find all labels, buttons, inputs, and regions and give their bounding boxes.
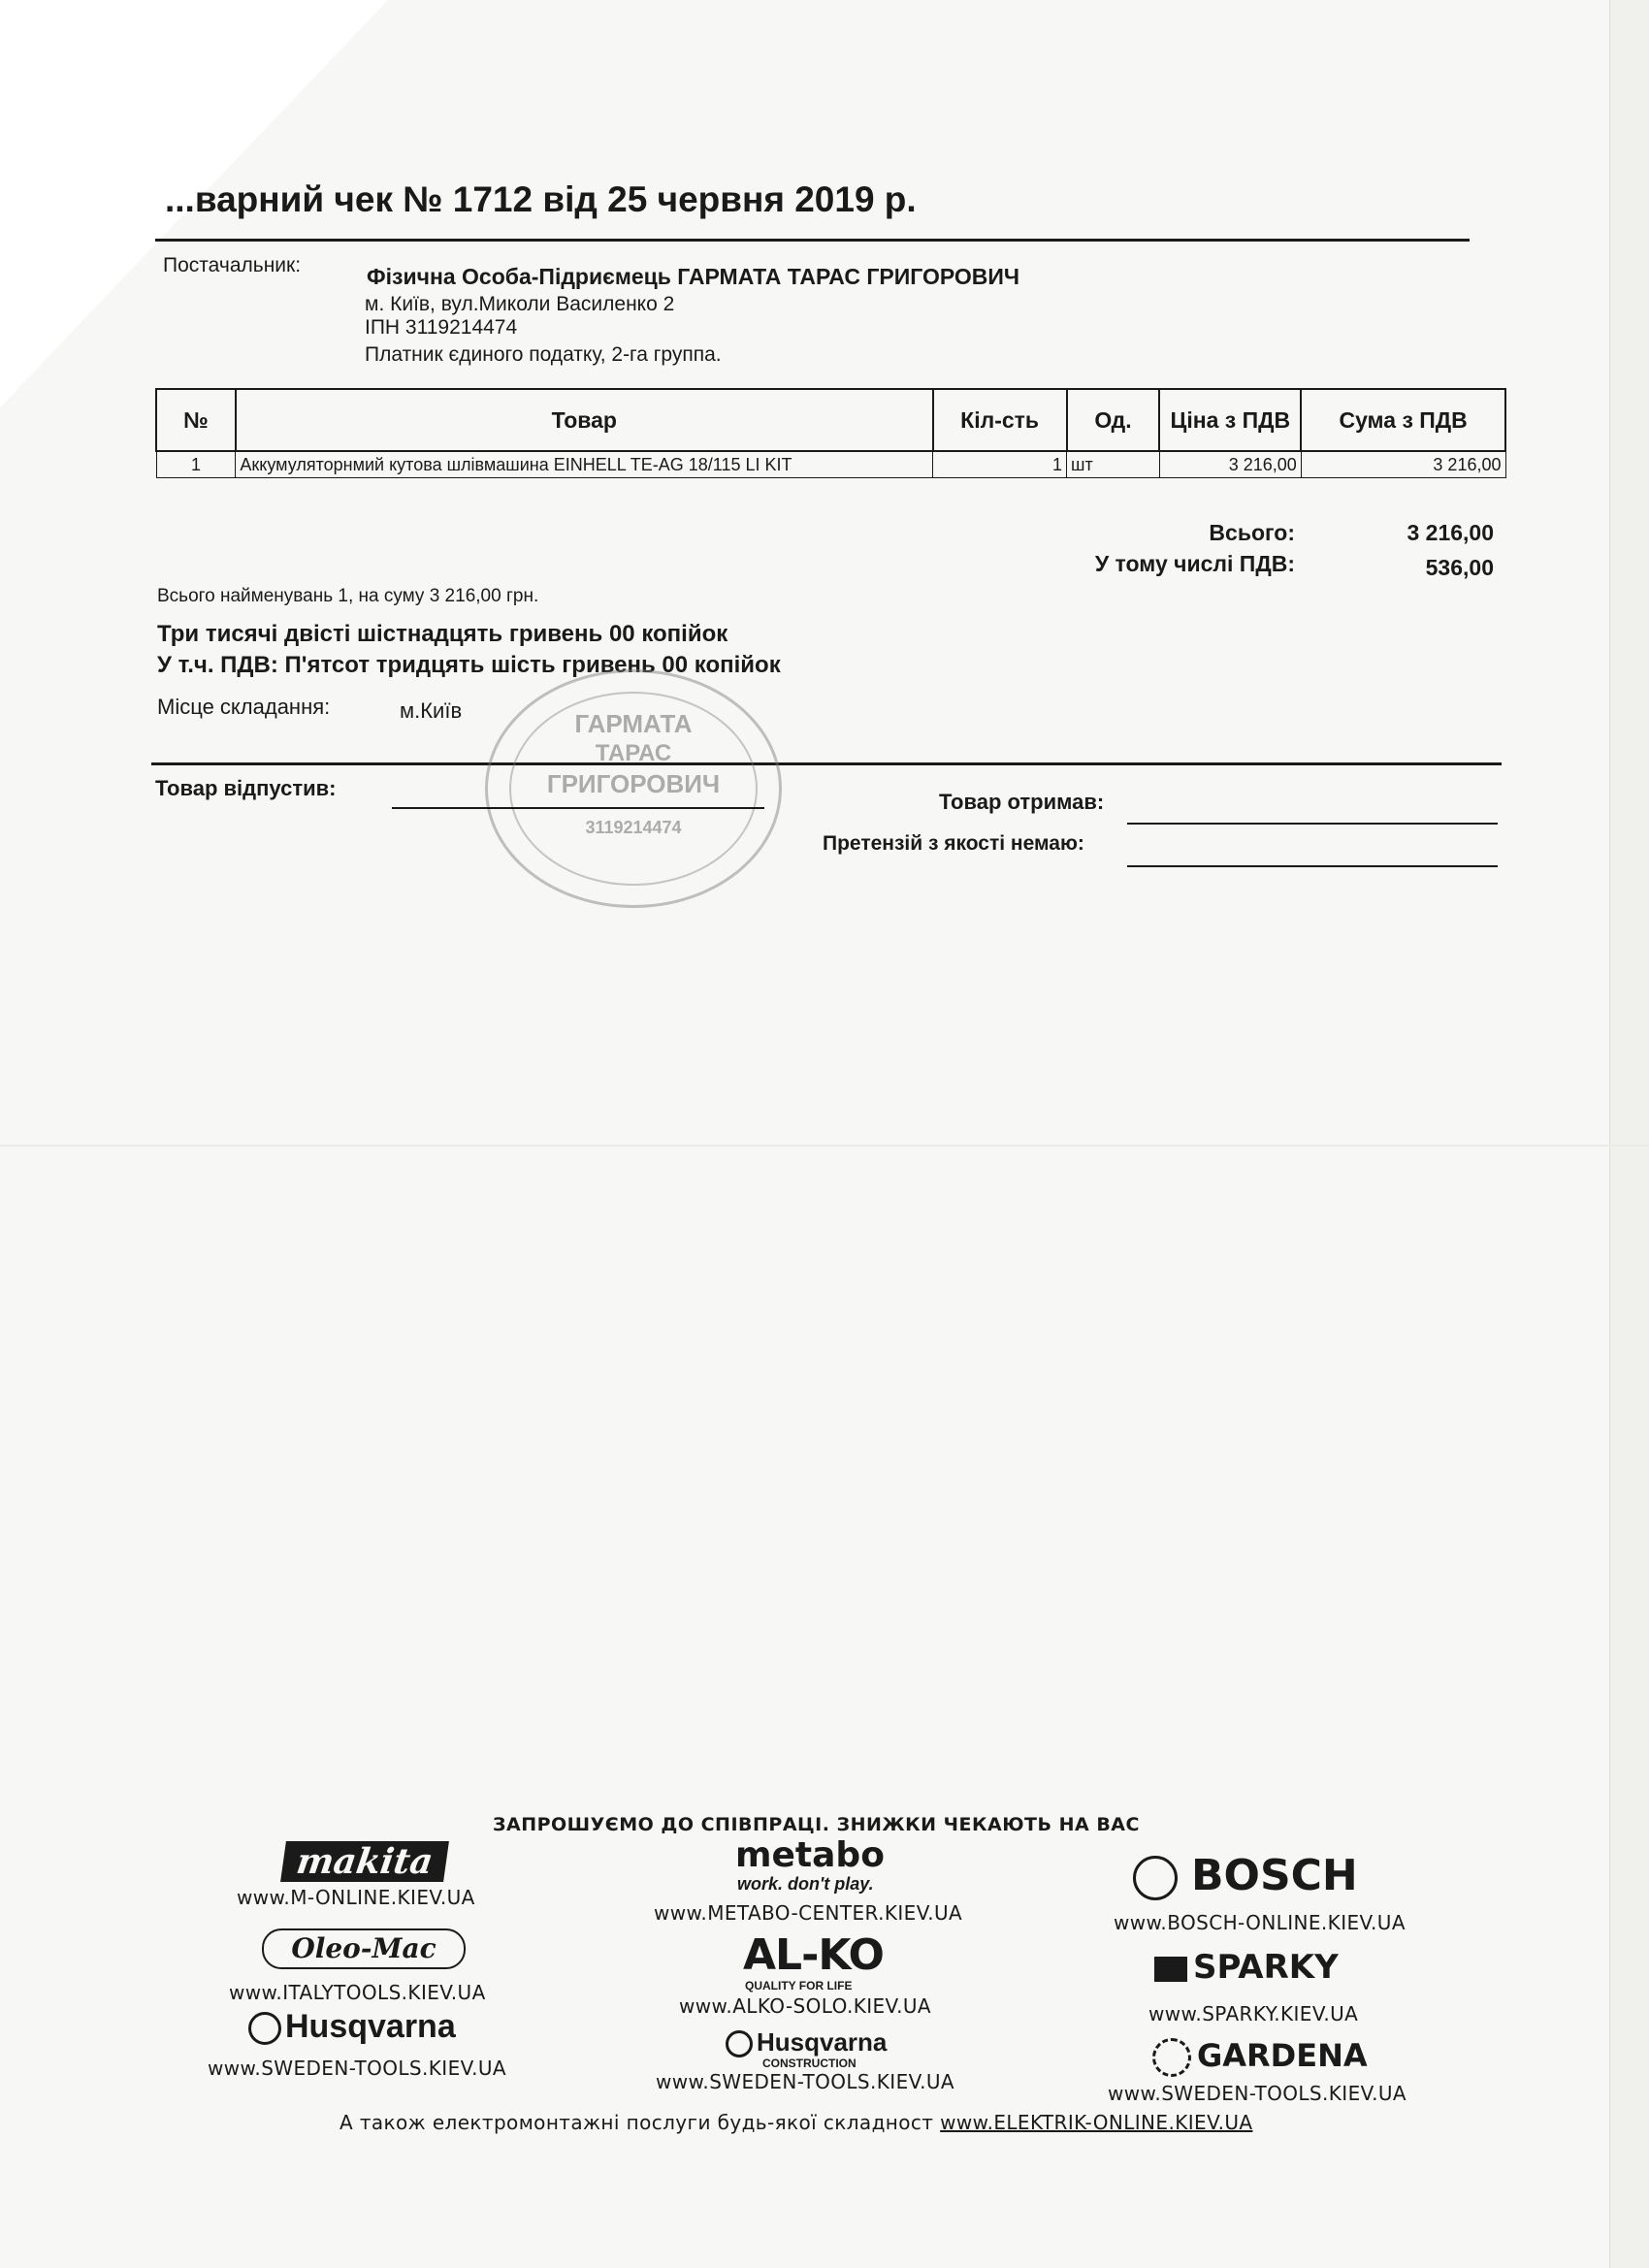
cell-sum: 3 216,00: [1301, 451, 1505, 478]
alko-tagline: QUALITY FOR LIFE: [745, 1979, 853, 1993]
husqvarna-logo: [248, 2008, 456, 2046]
fold-line: [0, 1145, 1649, 1147]
company-stamp: [485, 669, 782, 908]
no-claims-label: Претензій з якості немаю:: [823, 832, 1084, 855]
alko-url: www.ALKO-SOLO.KIEV.UA: [679, 1994, 931, 2018]
promo-headline: ЗАПРОШУЄМО ДО СПІВПРАЦІ. ЗНИЖКИ ЧЕКАЮТЬ НА ВАС: [493, 1814, 1140, 1835]
gardena-logo: [1152, 2037, 1368, 2077]
summary-rule: [151, 762, 1502, 765]
supplier-name: Фізична Особа-Підриємець ГАРМАТА ТАРАС ГРИГОРОВИЧ: [367, 264, 1020, 289]
husqvarna-construction-url: www.SWEDEN-TOOLS.KIEV.UA: [656, 2070, 955, 2093]
bosch-logo: [1133, 1851, 1358, 1900]
bosch-logo-text: BOSCH: [1191, 1851, 1358, 1900]
husqvarna-crown-icon: [248, 2012, 281, 2045]
alko-logo: AL-KO: [743, 1930, 884, 1980]
metabo-url: www.METABO-CENTER.KIEV.UA: [654, 1901, 963, 1925]
oleo-mac-logo: [262, 1928, 466, 1969]
gardena-sun-icon: [1152, 2038, 1191, 2077]
cell-price: 3 216,00: [1159, 451, 1301, 478]
supplier-tax-status: Платник єдиного податку, 2-га группа.: [365, 343, 722, 366]
place-label: Місце складання:: [157, 695, 331, 719]
col-header-price: Ціна з ПДВ: [1159, 389, 1301, 451]
cell-item: Аккумуляторнмий кутова шлівмашина EINHELL TE-AG 18/115 LI KIT: [236, 451, 933, 478]
col-header-item: Товар: [236, 389, 933, 451]
bosch-armature-icon: [1133, 1856, 1178, 1900]
received-label: Товар отримав:: [939, 790, 1105, 814]
released-signature-line: [392, 807, 764, 809]
col-header-qty: Кіл-сть: [933, 389, 1067, 451]
vat-in-words: У т.ч. ПДВ: П'ятсот тридцять шість гривень 00 копійок: [157, 652, 781, 678]
makita-url: www.M-ONLINE.KIEV.UA: [237, 1886, 475, 1909]
released-label: Товар відпустив:: [155, 776, 337, 800]
husqvarna-logo-text: Husqvarna: [285, 2008, 456, 2045]
receipt-title: ...варний чек № 1712 від 25 червня 2019 р.: [165, 179, 917, 219]
stamp-line3: ГРИГОРОВИЧ: [546, 769, 721, 798]
sparky-url: www.SPARKY.KIEV.UA: [1148, 2002, 1359, 2025]
col-header-no: №: [156, 389, 236, 451]
footer-url-link[interactable]: www.ELEKTRIK-ONLINE.KIEV.UA: [940, 2111, 1253, 2134]
gardena-url: www.SWEDEN-TOOLS.KIEV.UA: [1108, 2082, 1407, 2105]
table-row: [156, 451, 1505, 478]
footer-text: [340, 2111, 1252, 2134]
oleo-mac-logo-text: Oleo-Mac: [291, 1932, 436, 1964]
stamp-line4: 3119214474: [585, 818, 682, 837]
col-header-sum: Сума з ПДВ: [1301, 389, 1505, 451]
oleo-mac-url: www.ITALYTOOLS.KIEV.UA: [229, 1981, 486, 2004]
table-header-row: [156, 389, 1505, 451]
vat-value: 536,00: [1425, 555, 1494, 580]
gardena-logo-text: GARDENA: [1197, 2037, 1368, 2074]
supplier-label: Постачальник:: [163, 254, 302, 276]
stamp-line1: ГАРМАТА: [574, 709, 693, 738]
husqvarna-construction-logo-text: Husqvarna: [757, 2027, 888, 2057]
cell-qty: 1: [933, 451, 1067, 478]
makita-logo: makita: [280, 1841, 449, 1882]
no-claims-signature-line: [1127, 865, 1498, 867]
cell-unit: шт: [1067, 451, 1160, 478]
goods-table: [155, 388, 1506, 478]
husqvarna-construction-logo: [726, 2027, 887, 2057]
vat-label: У тому числі ПДВ:: [1094, 551, 1295, 576]
sparky-logo-text: SPARKY: [1193, 1948, 1339, 1987]
husqvarna-url: www.SWEDEN-TOOLS.KIEV.UA: [208, 2057, 507, 2080]
sparky-emblem-icon: [1154, 1957, 1187, 1982]
title-rule: [155, 239, 1470, 242]
col-header-unit: Од.: [1067, 389, 1160, 451]
husqvarna-construction-crown-icon: [726, 2030, 753, 2057]
cell-no: 1: [156, 451, 236, 478]
received-signature-line: [1127, 823, 1498, 825]
stamp-line2: ТАРАС: [595, 740, 672, 766]
husqvarna-construction-tagline: CONSTRUCTION: [762, 2057, 857, 2070]
total-value: 3 216,00: [1406, 520, 1494, 545]
total-label: Всього:: [1209, 520, 1295, 545]
metabo-logo: metabo: [735, 1835, 885, 1875]
amount-in-words: Три тисячі двісті шістнадцять гривень 00 копійок: [157, 621, 728, 647]
page-edge: [1609, 0, 1649, 2268]
place-value: м.Київ: [400, 698, 463, 723]
items-count-line: Всього найменувань 1, на суму 3 216,00 грн.: [157, 586, 539, 606]
bosch-url: www.BOSCH-ONLINE.KIEV.UA: [1114, 1911, 1406, 1934]
footer-services-text: А також електромонтажні послуги будь-якої складност: [340, 2111, 934, 2134]
supplier-ipn: ІПН 3119214474: [365, 316, 518, 339]
supplier-address: м. Київ, вул.Миколи Василенко 2: [365, 293, 675, 315]
metabo-tagline: work. don't play.: [737, 1874, 874, 1894]
sparky-logo: [1154, 1948, 1339, 1987]
